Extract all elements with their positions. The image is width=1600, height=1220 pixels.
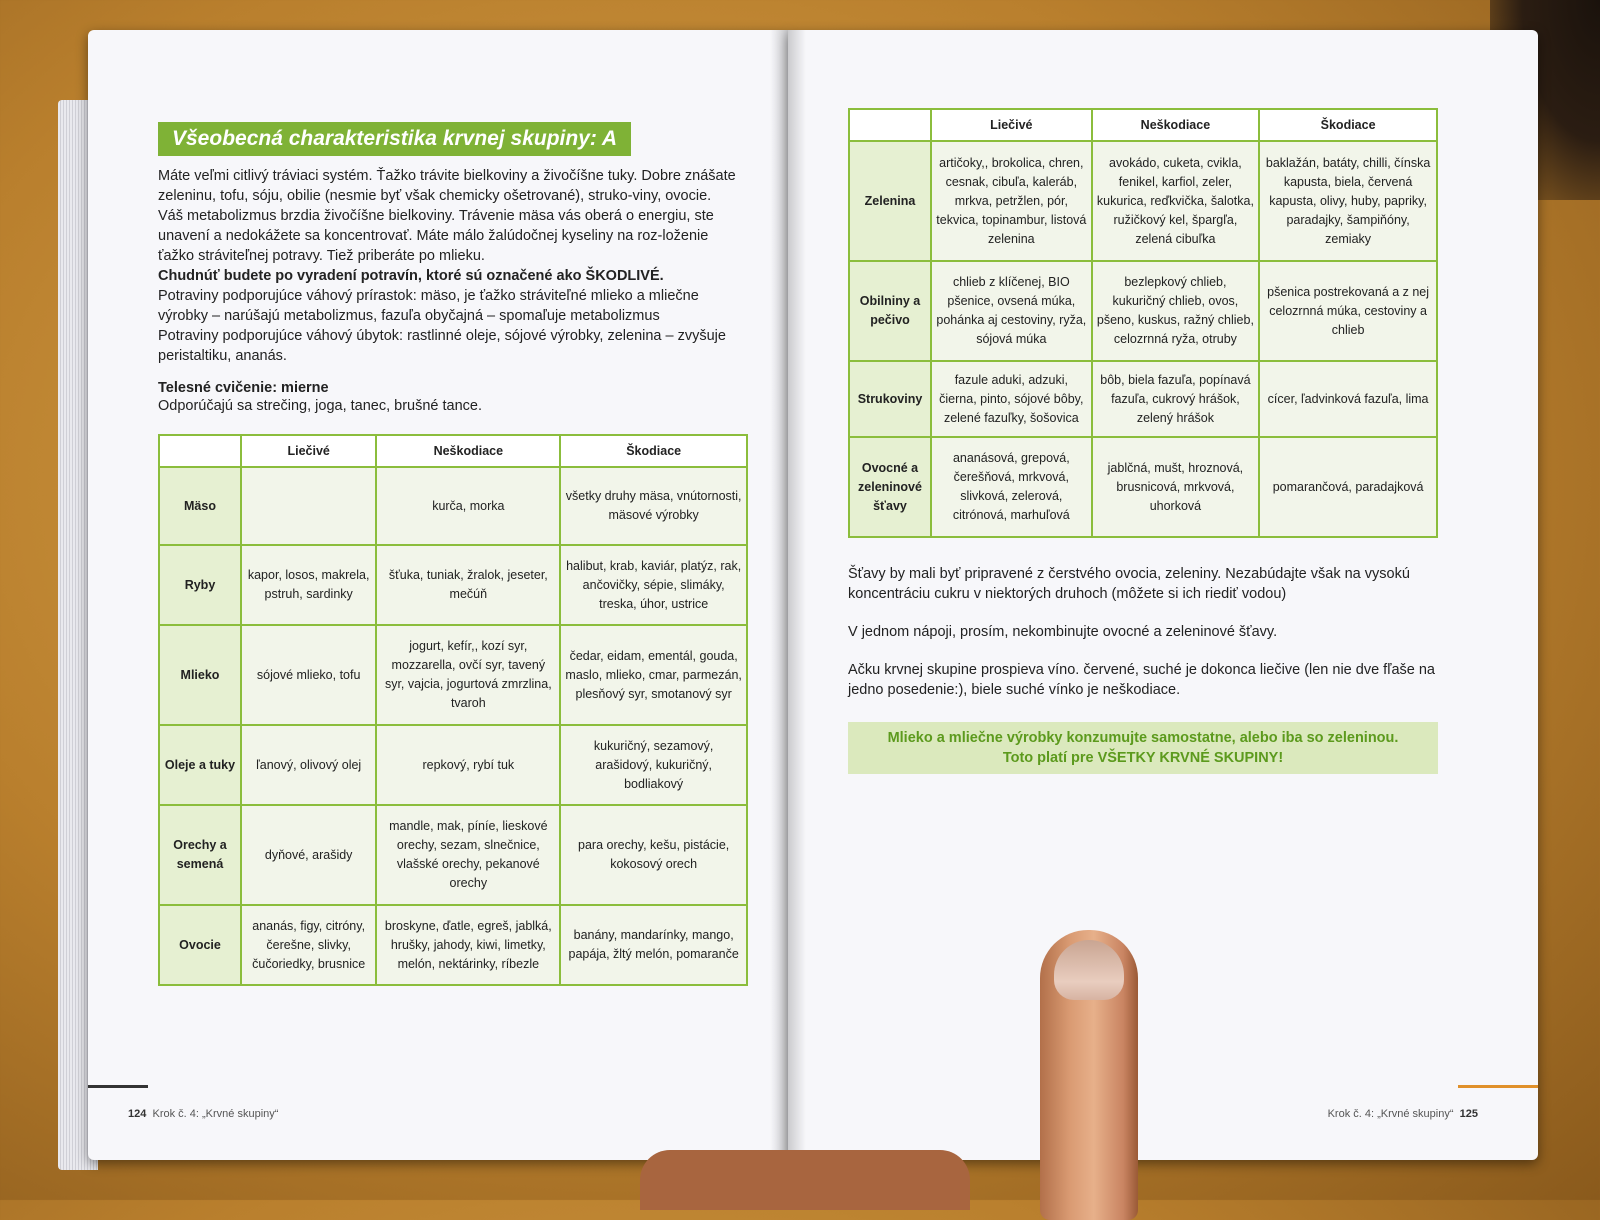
cell-neskodiace: jogurt, kefír,, kozí syr, mozzarella, ovčí syr, tavený syr, vajcia, jogurtová zmrzlina, tvaroh — [376, 625, 560, 725]
weight-loss-foods: Potraviny podporujúce váhový úbytok: rastlinné oleje, sójové výrobky, zelenina – zvyšuje peristaltiku, ananás. — [158, 328, 726, 364]
juice-paragraph: Šťavy by mali byť pripravené z čerstvého ovocia, zeleniny. Nezabúdajte však na vysokú koncentráciu cukru v niektorých druhoch (môžete si ich riediť vodou) — [848, 566, 1410, 602]
cell-skodiace: baklažán, batáty, chilli, čínska kapusta, biela, červená kapusta, olivy, huby, papriky, paradajky, šampiňóny, zemiaky — [1259, 141, 1437, 261]
open-book — [18, 30, 1578, 1180]
finger — [1040, 930, 1138, 1220]
exercise-heading: Telesné cvičenie: mierne — [158, 380, 329, 396]
cell-skodiace: cícer, ľadvinková fazuľa, lima — [1259, 361, 1437, 437]
table-header-neskodiace: Neškodiace — [376, 435, 560, 467]
table-header-liecive: Liečivé — [931, 109, 1092, 141]
cell-skodiace: pšenica postrekovaná a z nej celozrnná múka, cestoviny a chlieb — [1259, 261, 1437, 361]
table-row — [159, 805, 747, 905]
left-page-content — [158, 122, 748, 986]
row-category: Ryby — [159, 545, 241, 625]
row-category: Orechy a semená — [159, 805, 241, 905]
no-mixing-paragraph: V jednom nápoji, prosím, nekombinujte ovocné a zeleninové šťavy. — [848, 624, 1278, 640]
cell-neskodiace: jablčná, mušt, hroznová, brusnicová, mrkvová, uhorková — [1092, 437, 1260, 537]
food-table-left — [158, 434, 748, 986]
table-header-empty — [849, 109, 931, 141]
table-row — [849, 361, 1437, 437]
wine-paragraph: Ačku krvnej skupine prospieva víno. červené, suché je dokonca liečive (len nie dve fľaše na jedno posedenie:), biele suché vínko je neškodiace. — [848, 662, 1435, 698]
intro-paragraph-1: Máte veľmi citlivý tráviaci systém. Ťažko trávite bielkoviny a živočíšne tuky. Dobre znášate zeleninu, tofu, sóju, obilie (nesmie byť však chemicky ošetrované), struko-viny, ovocie. — [158, 168, 736, 204]
cell-skodiace: para orechy, kešu, pistácie, kokosový orech — [560, 805, 747, 905]
footer-right — [1328, 1108, 1478, 1120]
cell-liecive: kapor, losos, makrela, pstruh, sardinky — [241, 545, 376, 625]
row-category: Strukoviny — [849, 361, 931, 437]
table-row — [849, 141, 1437, 261]
cell-skodiace: banány, mandarínky, mango, papája, žltý melón, pomaranče — [560, 905, 747, 985]
page-number-right: 125 — [1459, 1108, 1478, 1120]
intro-paragraph-2: Váš metabolizmus brzdia živočíšne bielkoviny. Trávenie mäsa vás oberá o energiu, ste unavení a nedokážete sa koncentrovať. Máte málo žalúdočnej kyseliny na roz-loženie ťažko stráviteľnej potravy. Tiež priberáte po mlieku. — [158, 208, 714, 264]
cell-neskodiace: bôb, biela fazuľa, popínavá fazuľa, cukrový hrášok, zelený hrášok — [1092, 361, 1260, 437]
cell-liecive: chlieb z klíčenej, BIO pšenice, ovsená múka, pohánka aj cestoviny, ryža, sójová múka — [931, 261, 1092, 361]
row-category: Ovocie — [159, 905, 241, 985]
hand-knuckles — [640, 1150, 970, 1210]
footer-rule-right — [1458, 1085, 1538, 1088]
left-page — [88, 30, 788, 1160]
table-row — [159, 905, 747, 985]
page-heading: Všeobecná charakteristika krvnej skupiny: A — [158, 122, 631, 156]
table-header-row — [849, 109, 1437, 141]
footer-chapter-left: Krok č. 4: „Krvné skupiny“ — [152, 1108, 279, 1120]
cell-neskodiace: mandle, mak, píníe, lieskové orechy, sezam, slnečnice, vlašské orechy, pekanové orechy — [376, 805, 560, 905]
footer-left — [128, 1108, 278, 1120]
weight-gain-foods: Potraviny podporujúce váhový prírastok: mäso, je ťažko stráviteľné mlieko a mliečne výrobky – narúšajú metabolizmus, fazuľa obyčajná – spomaľuje metabolizmus — [158, 288, 699, 324]
cell-liecive: dyňové, arašidy — [241, 805, 376, 905]
cell-liecive: ananás, figy, citróny, čerešne, slivky, čučoriedky, brusnice — [241, 905, 376, 985]
table-row — [849, 437, 1437, 537]
cell-skodiace: halibut, krab, kaviár, platýz, rak, ančovičky, sépie, slimáky, treska, úhor, ustrice — [560, 545, 747, 625]
table-row — [159, 467, 747, 545]
row-category: Mäso — [159, 467, 241, 545]
book-gutter — [770, 30, 806, 1160]
cell-skodiace: všetky druhy mäsa, vnútornosti, mäsové výrobky — [560, 467, 747, 545]
cell-liecive: ľanový, olivový olej — [241, 725, 376, 805]
exercise-text: Odporúčajú sa strečing, joga, tanec, brušné tance. — [158, 398, 483, 414]
highlight-note — [848, 722, 1438, 774]
cell-skodiace: čedar, eidam, ementál, gouda, maslo, mlieko, cmar, parmezán, plesňový syr, smotanový syr — [560, 625, 747, 725]
weight-loss-note: Chudnúť budete po vyradení potravín, ktoré sú označené ako ŠKODLIVÉ. — [158, 268, 664, 284]
table-row — [159, 625, 747, 725]
cell-liecive: fazule aduki, adzuki, čierna, pinto, sójové bôby, zelené fazuľky, šošovica — [931, 361, 1092, 437]
table-header-row — [159, 435, 747, 467]
row-category: Oleje a tuky — [159, 725, 241, 805]
cell-neskodiace: repkový, rybí tuk — [376, 725, 560, 805]
right-page — [788, 30, 1538, 1160]
row-category: Zelenina — [849, 141, 931, 261]
cell-neskodiace: bezlepkový chlieb, kukuričný chlieb, ovos, pšeno, kuskus, ražný chlieb, celozrnná ryža, otruby — [1092, 261, 1260, 361]
table-header-neskodiace: Neškodiace — [1092, 109, 1260, 141]
note-line-2: Toto platí pre VŠETKY KRVNÉ SKUPINY! — [1002, 750, 1284, 766]
table-row — [159, 545, 747, 625]
table-header-skodiace: Škodiace — [560, 435, 747, 467]
cell-liecive: ananásová, grepová, čerešňová, mrkvová, slivková, zelerová, citrónová, marhuľová — [931, 437, 1092, 537]
cell-skodiace: kukuričný, sezamový, arašidový, kukuričný, bodliakový — [560, 725, 747, 805]
note-line-1: Mlieko a mliečne výrobky konzumujte samostatne, alebo iba so zeleninou. — [887, 730, 1399, 746]
row-category: Mlieko — [159, 625, 241, 725]
cell-neskodiace: kurča, morka — [376, 467, 560, 545]
fingernail — [1054, 940, 1124, 1000]
footer-rule-left — [88, 1085, 148, 1088]
table-header-empty — [159, 435, 241, 467]
table-header-skodiace: Škodiace — [1259, 109, 1437, 141]
cell-neskodiace: broskyne, ďatle, egreš, jablká, hrušky, jahody, kiwi, limetky, melón, nektárinky, ríbezle — [376, 905, 560, 985]
cell-neskodiace: šťuka, tuniak, žralok, jeseter, mečúň — [376, 545, 560, 625]
cell-neskodiace: avokádo, cuketa, cvikla, fenikel, karfiol, zeler, kukurica, reďkvička, šalotka, ružičkový kel, špargľa, zelená cibuľka — [1092, 141, 1260, 261]
right-page-content — [848, 108, 1438, 774]
cell-liecive: artičoky,, brokolica, chren, cesnak, cibuľa, kaleráb, mrkva, petržlen, pór, tekvica, topinambur, listová zelenina — [931, 141, 1092, 261]
table-row — [159, 725, 747, 805]
footer-chapter-right: Krok č. 4: „Krvné skupiny“ — [1327, 1108, 1454, 1120]
cell-skodiace: pomarančová, paradajková — [1259, 437, 1437, 537]
table-row — [849, 261, 1437, 361]
row-category: Obilniny a pečivo — [849, 261, 931, 361]
table-header-liecive: Liečivé — [241, 435, 376, 467]
row-category: Ovocné a zeleninové šťavy — [849, 437, 931, 537]
food-table-right — [848, 108, 1438, 538]
page-number-left: 124 — [128, 1108, 147, 1120]
cell-liecive — [241, 467, 376, 545]
cell-liecive: sójové mlieko, tofu — [241, 625, 376, 725]
